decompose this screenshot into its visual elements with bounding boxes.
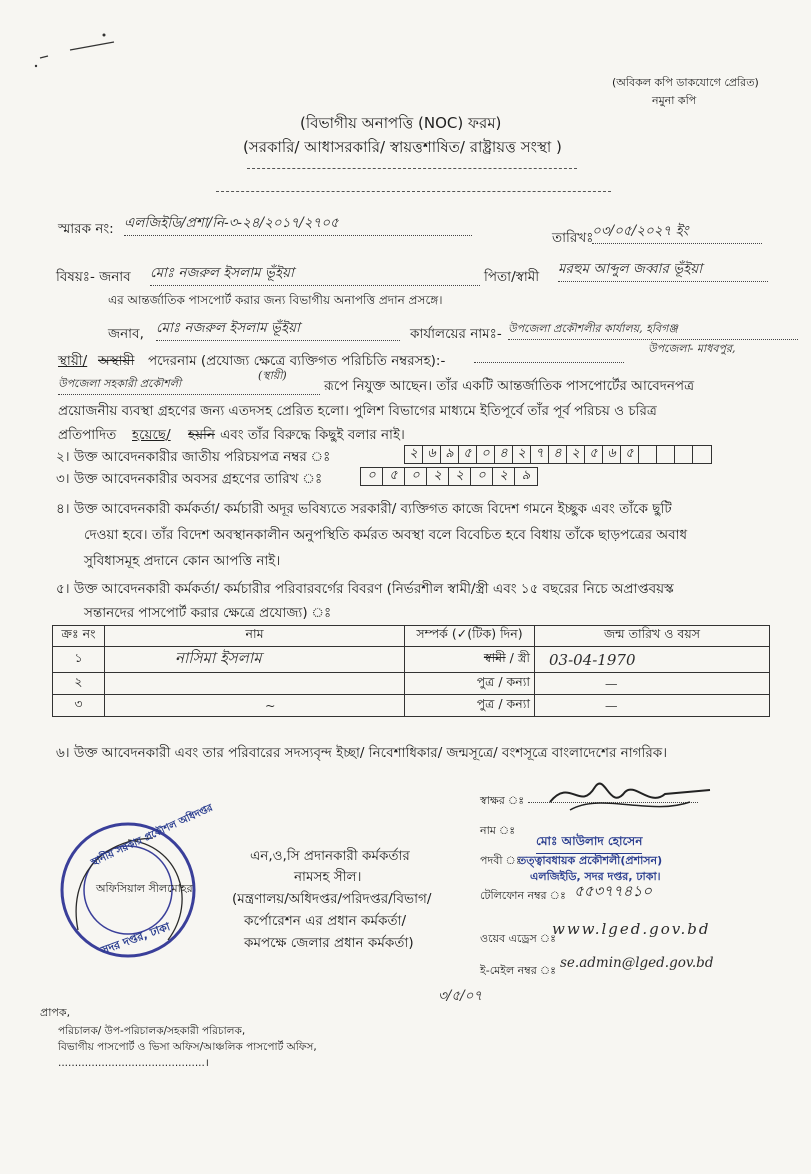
recipient-line-2: বিভাগীয় পাসপোর্ট ও ভিসা অফিস/আঞ্চলিক পাসপোর্ট অফিস, [58,1041,317,1053]
seal-instruction-5: কমপক্ষে জেলার প্রধান কর্মকর্তা) [244,935,414,951]
post-label-temporary: অস্থায়ী [98,353,135,369]
seal-text-top: স্থানীয় সরকার প্রকৌশল অধিদপ্তর [89,802,215,869]
row-relation: স্বামী / স্ত্রী [405,647,535,673]
subject-name: মোঃ নজরুল ইসলাম ভূঁইয়া [150,262,480,286]
website-label: ওয়েব এড্রেস ঃ [480,932,556,945]
janab-label: জনাব, [108,326,144,342]
item-2-label: ২। উক্ত আবেদনকারীর জাতীয় পরিচয়পত্র নম্বর ঃ [56,449,331,465]
retire-digit: ২ [449,468,471,485]
item-5-line-1: ৫। উক্ত আবেদনকারী কর্মকর্তা/ কর্মচারীর পরিবারবর্গের বিবরণ (নির্ভরশীল স্বামী/স্ত্রী এবং ১৫ বছরের নিচে অপ্রাপ্তবয়স্ক [56,581,674,597]
nid-digit: ৪ [495,446,513,463]
seal-instruction-1: এন,ও,সি প্রদানকারী কর্মকর্তার [250,848,410,864]
nid-digit: ৫ [621,446,639,463]
item-3-label: ৩। উক্ত আবেদনকারীর অবসর গ্রহণের তারিখ ঃ [56,471,323,487]
relation-option: স্ত্রী [517,649,530,665]
form-title: (বিভাগীয় অনাপত্তি (NOC) ফরম) [300,114,502,132]
nid-digit: ৬ [423,446,441,463]
retire-digit: ৫ [383,468,405,485]
post-label-permanent: স্থায়ী/ [58,353,88,369]
para-1-line-3c: হয়নি [188,427,215,443]
recipient-line-3: ............................................। [58,1057,209,1069]
website-value: www.lged.gov.bd [552,920,711,938]
email-value: se.admin@lged.gov.bd [560,955,714,971]
table-row [53,647,770,673]
date-value: ০৩/০৫/২০২৭ ইং [592,220,762,244]
table-row [53,695,770,717]
date-label: তারিখঃ [552,230,594,246]
retire-digit: ০ [405,468,427,485]
designation-label: পদবী ঃ [480,854,522,867]
seal-instruction-2: নামসহ সীল। [294,869,362,885]
item-4-line-1: ৪। উক্ত আবেদনকারী কর্মকর্তা/ কর্মচারী অদূর ভবিষ্যতে সরকারী/ ব্যক্তিগত কাজে বিদেশ গমনে ইচ্ছুক এবং তাঁকে ছুটি [56,501,672,517]
post-dotted [474,362,624,363]
item-4-line-2: দেওয়া হবে। তাঁর বিদেশ অবস্থানকালীন অনুপস্থিতি কর্মরত অবস্থা বলে বিবেচিত হবে বিধায় তাঁকে ছাড়পত্রের অবাধ [84,527,688,543]
signature-label: স্বাক্ষর ঃ [480,794,525,807]
nid-digit [693,446,711,463]
relation-option: পুত্র [476,695,495,711]
para-1-line-3b: হয়েছে/ [132,427,171,443]
post-label-rest: পদেরনাম (প্রযোজ্য ক্ষেত্রে ব্যক্তিগত পরিচিতি নম্বরসহ):- [148,353,446,369]
retire-digit: ৯ [521,468,531,483]
title-underline-2 [216,191,611,192]
seal-instruction-4: কর্পোরেশন এর প্রধান কর্মকর্তা/ [244,913,407,929]
retire-date-boxes [360,467,538,486]
parent-label: পিতা/স্বামী [484,269,540,285]
nid-digit: ২ [567,446,585,463]
row-relation: পুত্র / কন্যা [405,673,535,695]
office-label: কার্যালয়ের নামঃ- [410,326,502,342]
nid-digit: ০ [477,446,495,463]
retire-digit: ০ [471,468,493,485]
phone-value: ৫৫৩৭৭৪১০ [574,882,652,900]
retire-digit: ০ [361,468,383,485]
retire-digit: ২ [493,468,515,485]
nid-digit [639,446,657,463]
nid-digit: ৭ [531,446,549,463]
name-label: নাম ঃ [480,824,516,837]
relation-option: কন্যা [506,673,530,689]
row-dob: — [535,673,770,695]
family-table [52,625,770,717]
nid-digit: ৪ [549,446,567,463]
nid-digit: ২ [513,446,531,463]
title-underline [247,168,577,169]
nid-digit: ৫ [459,446,477,463]
para-1-line-3d: এবং তাঁর বিরুদ্ধে কিছুই বলার নাই। [220,427,405,443]
col-serial: ক্রঃ নং [53,626,105,647]
item-6: ৬। উক্ত আবেদনকারী এবং তার পরিবারের সদস্যবৃন্দ ইচ্ছা/ নিবেশাধিকার/ জন্মসূত্রে/ বংশসূত্রে বাংলাদেশের নাগরিক। [56,745,668,761]
signature-mark [540,772,720,822]
memo-number: এলজিইডি/প্রশা/নি-৩-২৪/২০১৭/২৭০৫ [124,212,472,236]
relation-option: পুত্র [476,673,495,689]
post-value-2: (স্থায়ী) [258,369,287,382]
row-name: ~ [105,695,405,717]
table-row [53,673,770,695]
designation-value-2: এলজিইডি, সদর দপ্তর, ঢাকা। [530,870,661,883]
office-value: উপজেলা প্রকৌশলীর কার্যালয়, হবিগঞ্জ [508,320,798,340]
row-dob: 03-04-1970 [535,647,770,673]
row-serial: ২ [53,673,105,695]
memo-label: স্মারক নং: [58,221,114,237]
para-1-line-2: প্রয়োজনীয় ব্যবস্থা গ্রহণের জন্য এতদসহ প্রেরিত হলো। পুলিশ বিভাগের মাধ্যমে ইতিপূর্বে তাঁর পূর্ব পরিচয় ও চরিত্র [58,403,657,419]
nid-digit [657,446,675,463]
relation-option: স্বামী [483,649,506,665]
relation-option: কন্যা [506,695,530,711]
item-5-line-2: সন্তানদের পাসপোর্ট করার ক্ষেত্রে প্রযোজ্য) ঃ [84,605,332,621]
nid-digit: ৯ [441,446,459,463]
para-1-line-3a: প্রতিপাদিত [58,427,117,443]
row-serial: ১ [53,647,105,673]
seal-text-bottom: সদর দপ্তর, ঢাকা [99,920,172,957]
signature-date: ৩/৫/০৭ [438,988,483,1004]
table-header-row [53,626,770,647]
copy-note: (অবিকল কপি ডাকযোগে প্রেরিত) [612,76,759,89]
designation-value: তত্ত্বাবধায়ক প্রকৌশলী(প্রশাসন) [518,854,663,867]
phone-label: টেলিফোন নম্বর ঃ [480,889,566,902]
corner-mark-icon [30,30,120,70]
email-label: ই-মেইল নম্বর ঃ [480,964,556,977]
officer-name: মোঃ আউলাদ হোসেন [536,833,642,854]
official-seal-label: অফিসিয়াল সীলমোহর [96,882,193,895]
row-name: নাসিমা ইসলাম [105,647,405,673]
row-relation: পুত্র / কন্যা [405,695,535,717]
recipient-line-1: পরিচালক/ উপ-পরিচালক/সহকারী পরিচালক, [58,1025,246,1037]
row-serial: ৩ [53,695,105,717]
office-value-2: উপজেলা- মাধবপুর, [648,342,736,355]
recipient-label: প্রাপক, [40,1006,71,1019]
subject-line-2: এর আন্তর্জাতিক পাসপোর্ট করার জন্য বিভাগীয় অনাপত্তি প্রদান প্রসঙ্গে। [108,293,443,307]
item-4-line-3: সুবিধাসমূহ প্রদানে কোন আপত্তি নাই। [84,553,281,569]
sample-copy-note: নমুনা কপি [652,94,697,107]
col-relation: সম্পর্ক (✓(টিক) দিন) [405,626,535,647]
janab-name: মোঃ নজরুল ইসলাম ভূঁইয়া [156,317,400,341]
parent-value: মরহুম আব্দুল জব্বার ভূঁইয়া [558,258,768,282]
seal-instruction-3: (মন্ত্রণালয়/অধিদপ্তর/পরিদপ্তর/বিভাগ/ [232,891,432,907]
post-value: উপজেলা সহকারী প্রকৌশলী [58,375,320,395]
retire-digit: ২ [427,468,449,485]
para-1-end: রূপে নিযুক্ত আছেন। তাঁর একটি আন্তর্জাতিক পাসপোর্টের আবেদনপত্র [324,378,695,394]
nid-digit: ২ [405,446,423,463]
nid-digit [675,446,693,463]
form-subtitle: (সরকারি/ আধাসরকারি/ স্বায়ত্তশাষিত/ রাষ্ট্রায়ত্ত সংস্থা ) [243,138,562,156]
row-name [105,673,405,695]
nid-digit: ৬ [603,446,621,463]
row-dob: — [535,695,770,717]
col-dob: জন্ম তারিখ ও বয়স [535,626,770,647]
nid-digit: ৫ [585,446,603,463]
subject-label: বিষয়ঃ- জনাব [56,269,131,285]
nid-boxes [404,445,712,464]
col-name: নাম [105,626,405,647]
